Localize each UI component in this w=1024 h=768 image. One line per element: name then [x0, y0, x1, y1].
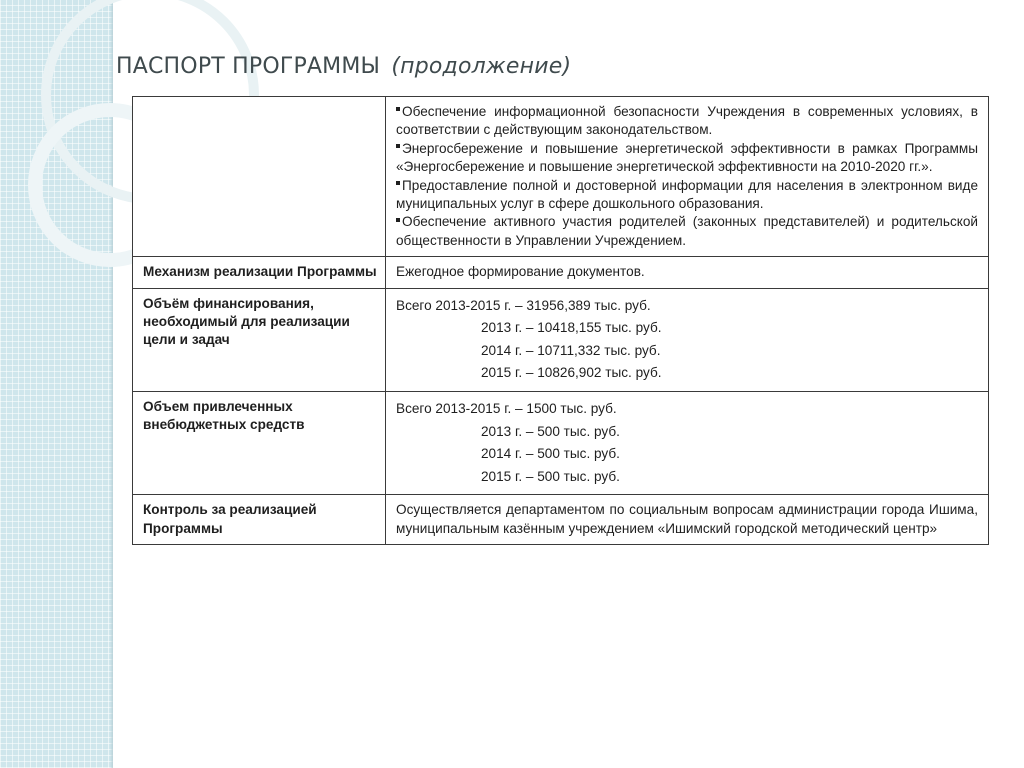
goal-item: Предоставление полной и достоверной информации для населения в электронном виде муниципальных услуг в сфере дошкольного образования. — [396, 177, 978, 212]
goal-item: Обеспечение информационной безопасности Учреждения в современных условиях, в соответствии с действующим законодательством. — [396, 104, 978, 138]
control-label-cell: Контроль за реализацией Программы — [133, 495, 386, 545]
control-value-cell — [386, 495, 989, 545]
bullet-square-icon — [396, 144, 400, 148]
mechanism-value-cell — [386, 257, 989, 288]
financing-value-cell — [386, 288, 989, 391]
extra-budget-year-item: 2014 г. – 500 тыс. руб. — [481, 446, 620, 462]
table-row-control — [133, 495, 989, 545]
page-title-subtitle: (продолжение) — [391, 54, 572, 79]
goals-value-cell — [386, 97, 989, 257]
table-row-mechanism — [133, 257, 989, 288]
extra-budget-label-cell: Объем привлеченных внебюджетных средств — [133, 392, 386, 495]
financing-total: Всего 2013-2015 г. – 31956,389 тыс. руб. — [396, 297, 651, 313]
extra-budget-year-item: 2015 г. – 500 тыс. руб. — [481, 468, 620, 484]
table-row-extra-budget — [133, 392, 989, 495]
table-row-financing — [133, 288, 989, 391]
financing-label-cell: Объём финансирования, необходимый для реализации цели и задач — [133, 288, 386, 391]
goals-label-cell — [133, 97, 386, 257]
side-decoration-strip — [0, 0, 113, 768]
control-value: Осуществляется департаментом по социальным вопросам администрации города Ишима, муниципальным казённым учреждением «Ишимский городской методический центр» — [396, 502, 978, 536]
extra-budget-total: Всего 2013-2015 г. – 1500 тыс. руб. — [396, 401, 617, 417]
mechanism-label-cell: Механизм реализации Программы — [133, 257, 386, 288]
bullet-square-icon — [396, 107, 400, 111]
page-title — [116, 54, 571, 79]
financing-year-item: 2014 г. – 10711,332 тыс. руб. — [481, 342, 661, 358]
table-row-goals — [133, 97, 989, 257]
goal-item: Энергосбережение и повышение энергетической эффективности в рамках Программы «Энергосбережение и повышение энергетической эффективности на 2010-2020 гг.». — [396, 140, 978, 175]
financing-year-item: 2013 г. – 10418,155 тыс. руб. — [481, 320, 662, 336]
extra-budget-year-item: 2013 г. – 500 тыс. руб. — [481, 423, 620, 439]
financing-year-item: 2015 г. – 10826,902 тыс. руб. — [481, 365, 662, 381]
extra-budget-value-cell — [386, 392, 989, 495]
page-title-main: ПАСПОРТ ПРОГРАММЫ — [116, 54, 381, 79]
bullet-square-icon — [396, 218, 400, 222]
program-passport-table — [132, 96, 989, 545]
goal-item: Обеспечение активного участия родителей (законных представителей) и родительской общественности в Управлении Учреждением. — [396, 214, 978, 248]
bullet-square-icon — [396, 181, 400, 185]
mechanism-value: Ежегодное формирование документов. — [396, 264, 645, 280]
